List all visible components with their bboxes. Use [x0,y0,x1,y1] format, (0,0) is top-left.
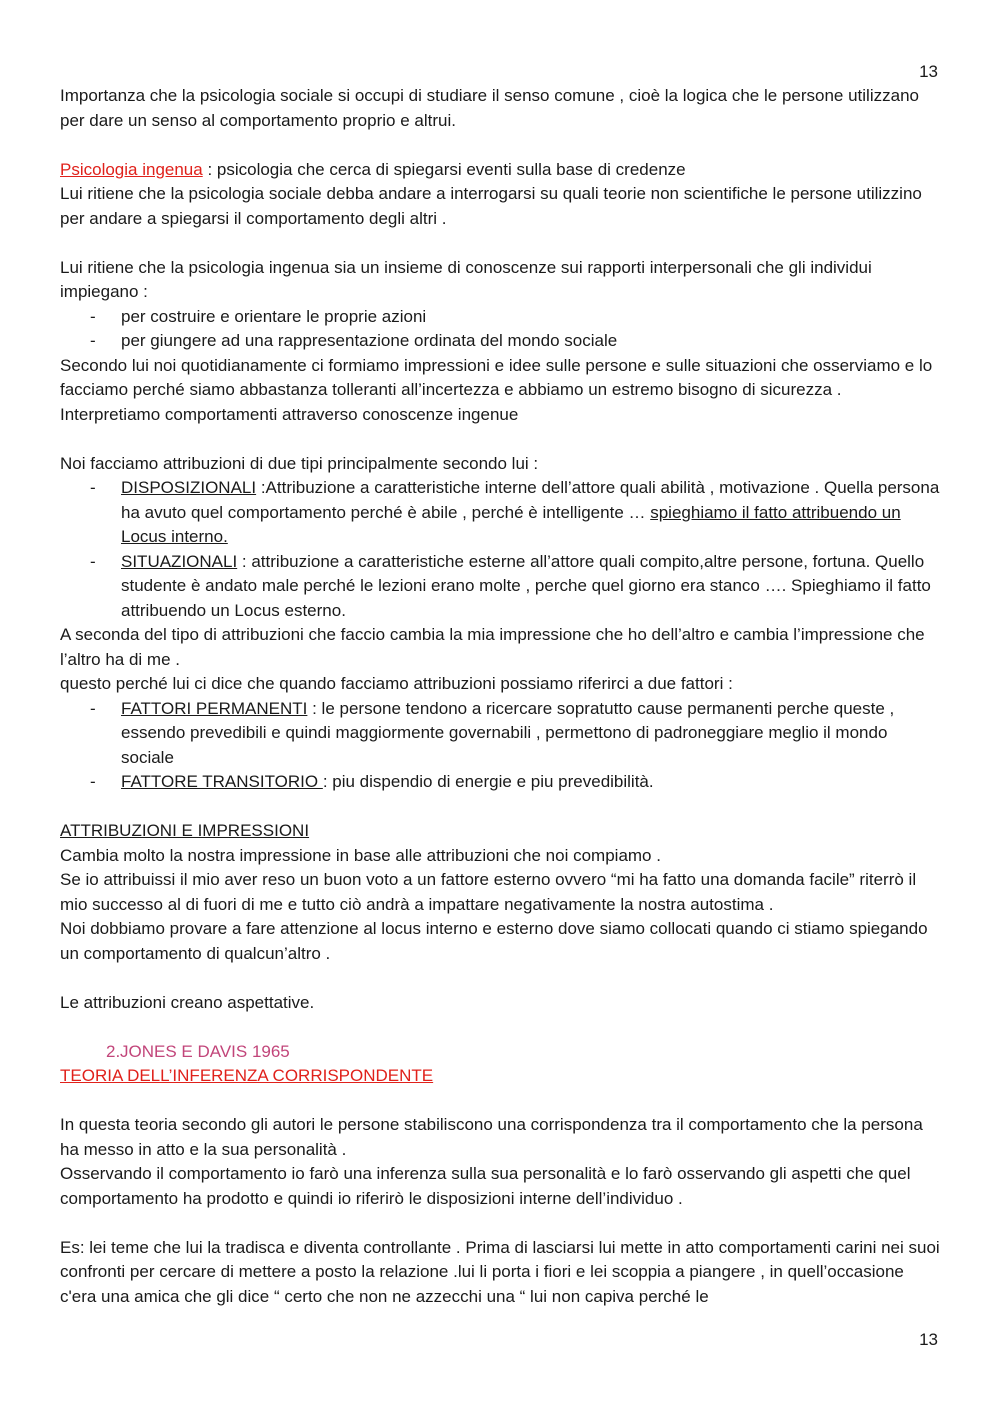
conoscenze-paragraph: Interpretiamo comportamenti attraverso conoscenze ingenue [60,404,519,424]
disposizionali-underlined: spieghiamo il fatto attribuendo un Locus interno. [121,502,901,546]
heading-title: JONES E DAVIS 1965 [120,1041,290,1061]
conoscenze-paragraph: Secondo lui noi quotidianamente ci formiamo impressioni e idee sulle persone e sulle situazioni che osserviamo e lo facciamo perché siamo abbastanza tolleranti all’incertezza e abbiamo un estremo bisogno di sicurezza . [60,355,933,399]
example-paragraph: Es: lei teme che lui la tradisca e diventa controllante . Prima di lasciarsi lui mette in atto comportamenti carini nei suoi confronti per cercare di mettere a posto la relazione .lui li porta i fiori e lei scoppia a piangere , in quell’occasione c'era una amica che gli dice “ certo che non ne azzecchi una “ lui non capiva perché le [60,1237,940,1306]
attribuzioni-intro: Noi facciamo attribuzioni di due tipi principalmente secondo lui : [60,453,539,473]
list-item-fattori-permanenti [60,697,942,771]
impressioni-paragraph: Se io attribuissi il mio aver reso un buon voto a un fattore esterno ovvero “mi ha fatto una domanda facile” riterrò il mio successo al di fuori di me e tutto ciò andrà a impattare negativamente la nostra autostima . [60,870,917,914]
psicologia-ingenua-text: : psicologia che cerca di spiegarsi eventi sulla base di credenze [202,159,686,179]
attribuzioni-list [60,476,942,623]
numbered-heading [60,1040,942,1065]
list-item: - per costruire e orientare le proprie azioni [60,305,942,330]
heading-number: 2. [106,1041,121,1061]
psicologia-ingenua-definition [60,158,942,183]
fattore-transitorio-term: FATTORE TRANSITORIO [121,772,323,791]
page-number-bottom: 13 [919,1330,938,1349]
psicologia-ingenua-term: Psicologia ingenua [60,159,203,179]
section-heading: ATTRIBUZIONI E IMPRESSIONI [60,821,310,840]
attribuzioni-paragraph: A seconda del tipo di attribuzioni che faccio cambia la mia impressione che ho dell’altro e cambia l’impressione che l’altro ha di me . [60,625,925,669]
document-body [60,84,942,1309]
attribuzioni-paragraph: questo perché lui ci dice che quando facciamo attribuzioni possiamo riferirci a due fattori : [60,674,733,693]
conoscenze-list [60,305,942,354]
theory-paragraph: In questa teoria secondo gli autori le persone stabiliscono una corrispondenza tra il comportamento che la persona ha messo in atto e la sua personalità . [60,1115,923,1159]
impressioni-paragraph: Noi dobbiamo provare a fare attenzione al locus interno e esterno dove siamo collocati quando ci stiamo spiegando un comportamento di qualcun’altro . [60,919,928,963]
list-item: - per giungere ad una rappresentazione ordinata del mondo sociale [60,329,942,354]
fattori-permanenti-text: : le persone tendono a ricercare sopratutto cause permanenti perche queste , essendo prevedibili e quindi maggiormente governabili , permettono di padroneggiare meglio il mondo sociale [121,698,895,767]
list-item-fattore-transitorio [60,770,942,795]
fattori-permanenti-term: FATTORI PERMANENTI [121,698,308,718]
fattori-list [60,697,942,795]
impressioni-paragraph: Le attribuzioni creano aspettative. [60,992,315,1012]
theory-paragraph: Osservando il comportamento io farò una inferenza sulla sua personalità e lo farò osservando gli aspetti che quel comportamento ha prodotto e quindi io riferirò le disposizioni interne dell’individuo . [60,1164,911,1208]
impressioni-paragraph: Cambia molto la nostra impressione in base alle attribuzioni che noi compiamo . [60,845,661,865]
disposizionali-text: :Attribuzione a caratteristiche interne dell’attore quali abilità , motivazione . Quella persona ha avuto quel comportamento perché è abile , perché è intelligente … [121,478,940,522]
list-item-disposizionali [60,476,942,550]
conoscenze-intro: Lui ritiene che la psicologia ingenua sia un insieme di conoscenze sui rapporti interpersonali che gli individui impiegano : [60,257,872,301]
situazionali-term: SITUAZIONALI [121,551,238,571]
fattore-transitorio-text: : piu dispendio di energie e piu prevedibilità. [322,772,654,791]
list-item-situazionali [60,550,942,624]
situazionali-text: : attribuzione a caratteristiche esterne all’attore quali compito,altre persone, fortuna. Quello studente è andato male perché le lezioni erano molte , perche quel giorno era stanco …. Spieghiamo il fatto attribuendo un Locus esterno. [121,551,931,620]
theory-title: TEORIA DELL’INFERENZA CORRISPONDENTE [60,1066,434,1085]
psicologia-ingenua-paragraph: Lui ritiene che la psicologia sociale debba andare a interrogarsi su quali teorie non scientifiche le persone utilizzino per andare a spiegarsi il comportamento degli altri . [60,184,922,228]
disposizionali-term: DISPOSIZIONALI [121,478,257,497]
intro-paragraph: Importanza che la psicologia sociale si occupi di studiare il senso comune , cioè la logica che le persone utilizzano per dare un senso al comportamento proprio e altrui. [60,86,919,130]
page-number-top: 13 [919,62,938,81]
